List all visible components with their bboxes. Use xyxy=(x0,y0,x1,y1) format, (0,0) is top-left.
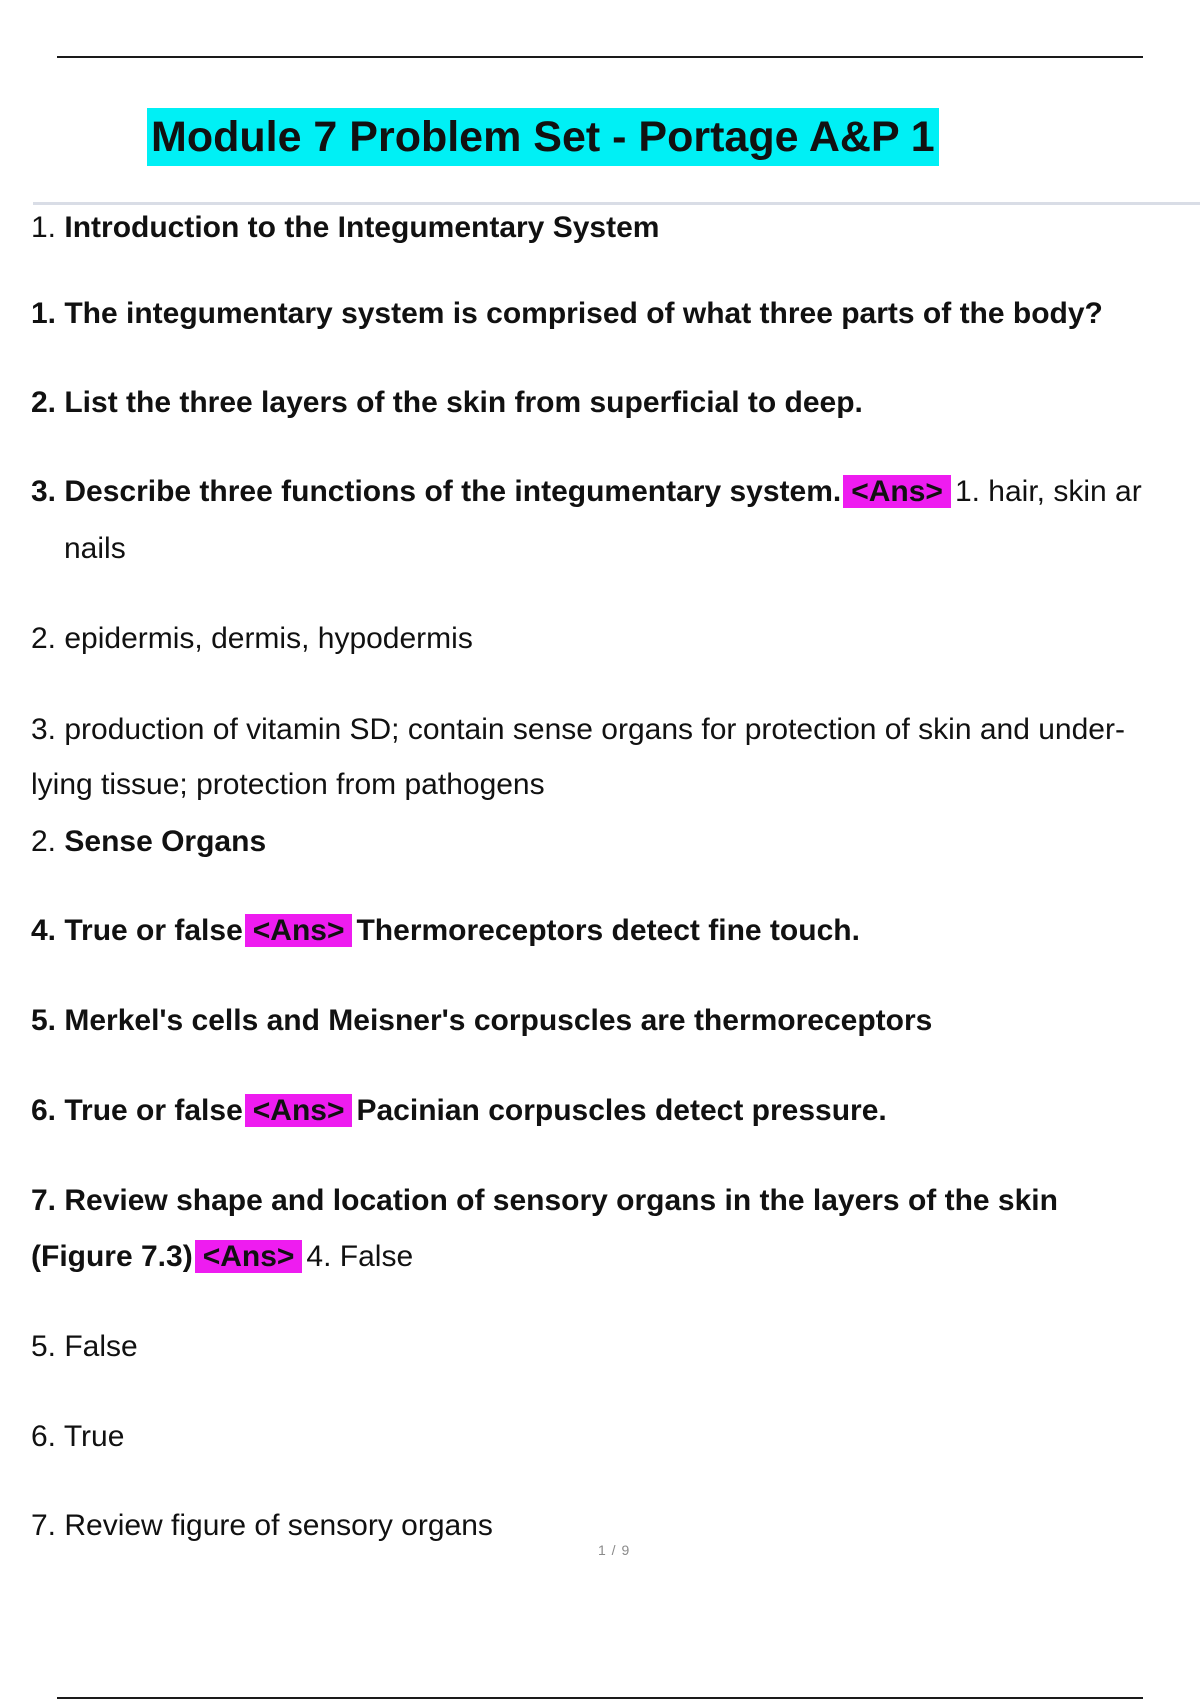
top-divider xyxy=(57,56,1143,58)
question-text-cont: Pacinian corpuscles detect pressure. xyxy=(356,1094,887,1127)
question-4 xyxy=(31,911,860,951)
question-text: (Figure 7.3) xyxy=(31,1240,193,1273)
question-1: 1. The integumentary system is comprised of what three parts of the body? xyxy=(31,297,1103,330)
bottom-divider xyxy=(57,1697,1143,1699)
answer-tag: <Ans> xyxy=(843,475,951,508)
answer-5: 5. False xyxy=(31,1330,138,1363)
question-text: 3. Describe three functions of the integumentary system. xyxy=(31,475,842,508)
question-5: 5. Merkel's cells and Meisner's corpuscles are thermoreceptors xyxy=(31,1004,933,1037)
title-block xyxy=(147,108,939,166)
question-text: 4. True or false xyxy=(31,914,243,947)
answer-3-line-1: 3. production of vitamin SD; contain sense organs for protection of skin and under- xyxy=(31,713,1125,746)
answer-text: 1. hair, skin ar xyxy=(954,475,1142,508)
section-title: Introduction to the Integumentary System xyxy=(64,211,660,244)
answer-6: 6. True xyxy=(31,1420,125,1453)
section-title: Sense Organs xyxy=(64,825,267,858)
page-indicator: 1 / 9 xyxy=(598,1542,631,1558)
question-7-line-1: 7. Review shape and location of sensory organs in the layers of the skin xyxy=(31,1184,1058,1217)
question-7-line-2 xyxy=(31,1237,413,1277)
page-title: Module 7 Problem Set - Portage A&P 1 xyxy=(147,108,939,166)
question-6 xyxy=(31,1091,887,1131)
section-heading-2 xyxy=(31,822,266,862)
answer-tag: <Ans> xyxy=(245,1094,353,1127)
answer-tag: <Ans> xyxy=(245,914,353,947)
answer-1-continued: nails xyxy=(64,532,126,565)
answer-2: 2. epidermis, dermis, hypodermis xyxy=(31,622,473,655)
title-underline xyxy=(33,202,1200,205)
answer-3-line-2: lying tissue; protection from pathogens xyxy=(31,768,545,801)
question-2: 2. List the three layers of the skin from superficial to deep. xyxy=(31,386,863,419)
question-text: 6. True or false xyxy=(31,1094,243,1127)
section-number: 2. xyxy=(31,825,57,858)
section-number: 1. xyxy=(31,211,57,244)
question-3 xyxy=(31,472,1142,512)
answer-tag: <Ans> xyxy=(195,1240,303,1273)
answer-text: 4. False xyxy=(306,1240,414,1273)
question-text-cont: Thermoreceptors detect fine touch. xyxy=(356,914,860,947)
section-heading-1 xyxy=(31,208,659,248)
answer-7: 7. Review figure of sensory organs xyxy=(31,1509,493,1542)
